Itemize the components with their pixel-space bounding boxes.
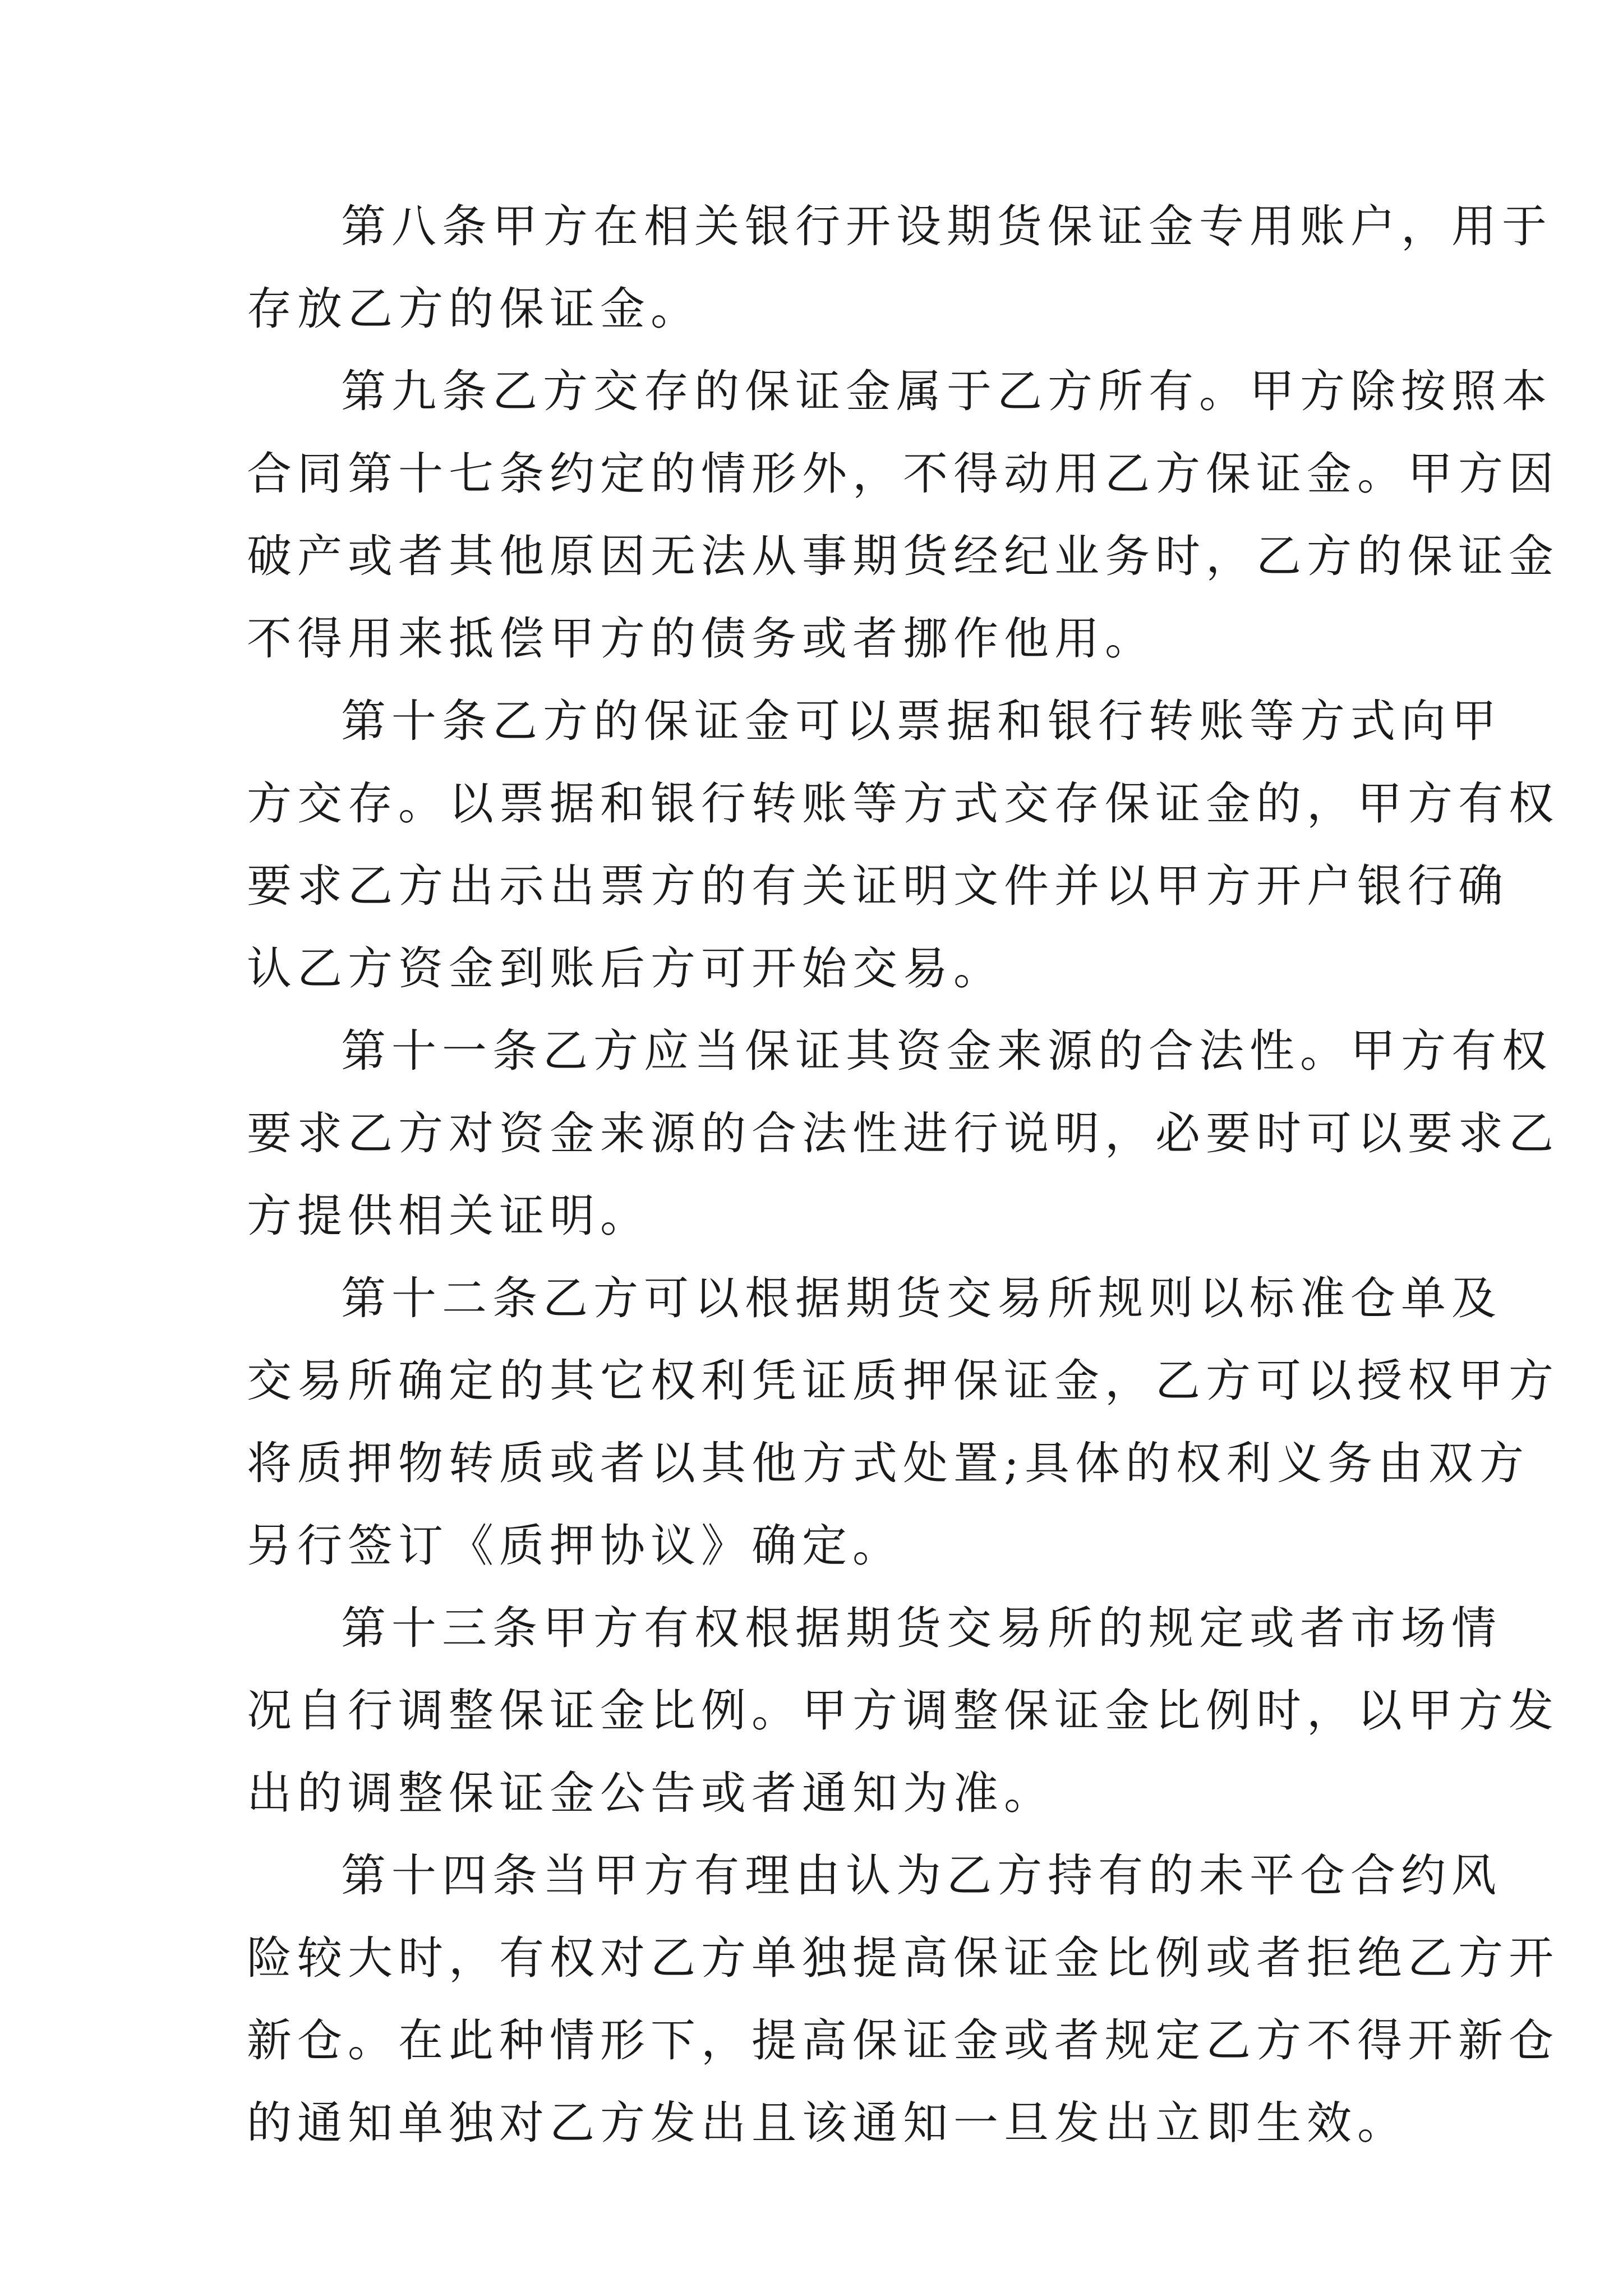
body-text [247,185,1559,2164]
text-line: 第十一条乙方应当保证其资金来源的合法性。甲方有权 [341,1025,1552,1077]
text-line: 第十三条甲方有权根据期货交易所的规定或者市场情 [341,1602,1502,1654]
text-line: 的通知单独对乙方发出且该通知一旦发出立即生效。 [247,2097,1408,2149]
text-line: 另行签订《质押协议》确定。 [247,1520,903,1572]
paragraph-article-11 [247,1010,1559,1257]
text-line: 要求乙方对资金来源的合法性进行说明，必要时可以要求乙 [247,1107,1559,1159]
text-line: 况自行调整保证金比例。甲方调整保证金比例时，以甲方发 [247,1685,1559,1737]
text-line: 合同第十七条约定的情形外，不得动用乙方保证金。甲方因 [247,448,1559,500]
text-line: 不得用来抵偿甲方的债务或者挪作他用。 [247,613,1155,665]
paragraph-article-13 [247,1587,1559,1834]
text-line: 新仓。在此种情形下，提高保证金或者规定乙方不得开新仓 [247,2014,1559,2067]
text-line: 交易所确定的其它权利凭证质押保证金，乙方可以授权甲方 [247,1355,1559,1407]
text-line: 第十四条当甲方有理由认为乙方持有的未平仓合约风 [341,1849,1502,1902]
paragraph-article-9 [247,350,1559,680]
text-line: 方交存。以票据和银行转账等方式交存保证金的，甲方有权 [247,777,1559,830]
text-line: 方提供相关证明。 [247,1190,651,1242]
paragraph-article-10 [247,680,1559,1010]
text-line: 出的调整保证金公告或者通知为准。 [247,1767,1054,1819]
paragraph-article-14 [247,1834,1559,2164]
paragraph-article-8 [247,185,1552,350]
text-line: 第八条甲方在相关银行开设期货保证金专用账户，用于 [341,200,1552,252]
text-line: 存放乙方的保证金。 [247,283,701,335]
text-line: 第十条乙方的保证金可以票据和银行转账等方式向甲 [341,695,1502,747]
text-line: 认乙方资金到账后方可开始交易。 [247,942,1004,995]
text-line: 要求乙方出示出票方的有关证明文件并以甲方开户银行确 [247,860,1509,912]
text-line: 险较大时，有权对乙方单独提高保证金比例或者拒绝乙方开 [247,1932,1559,1984]
text-line: 第九条乙方交存的保证金属于乙方所有。甲方除按照本 [341,365,1552,417]
text-line: 将质押物转质或者以其他方式处置;具体的权利义务由双方 [247,1437,1529,1489]
text-line: 第十二条乙方可以根据期货交易所规则以标准仓单及 [341,1272,1502,1324]
paragraph-article-12 [247,1257,1559,1587]
text-line: 破产或者其他原因无法从事期货经纪业务时，乙方的保证金 [247,530,1559,582]
